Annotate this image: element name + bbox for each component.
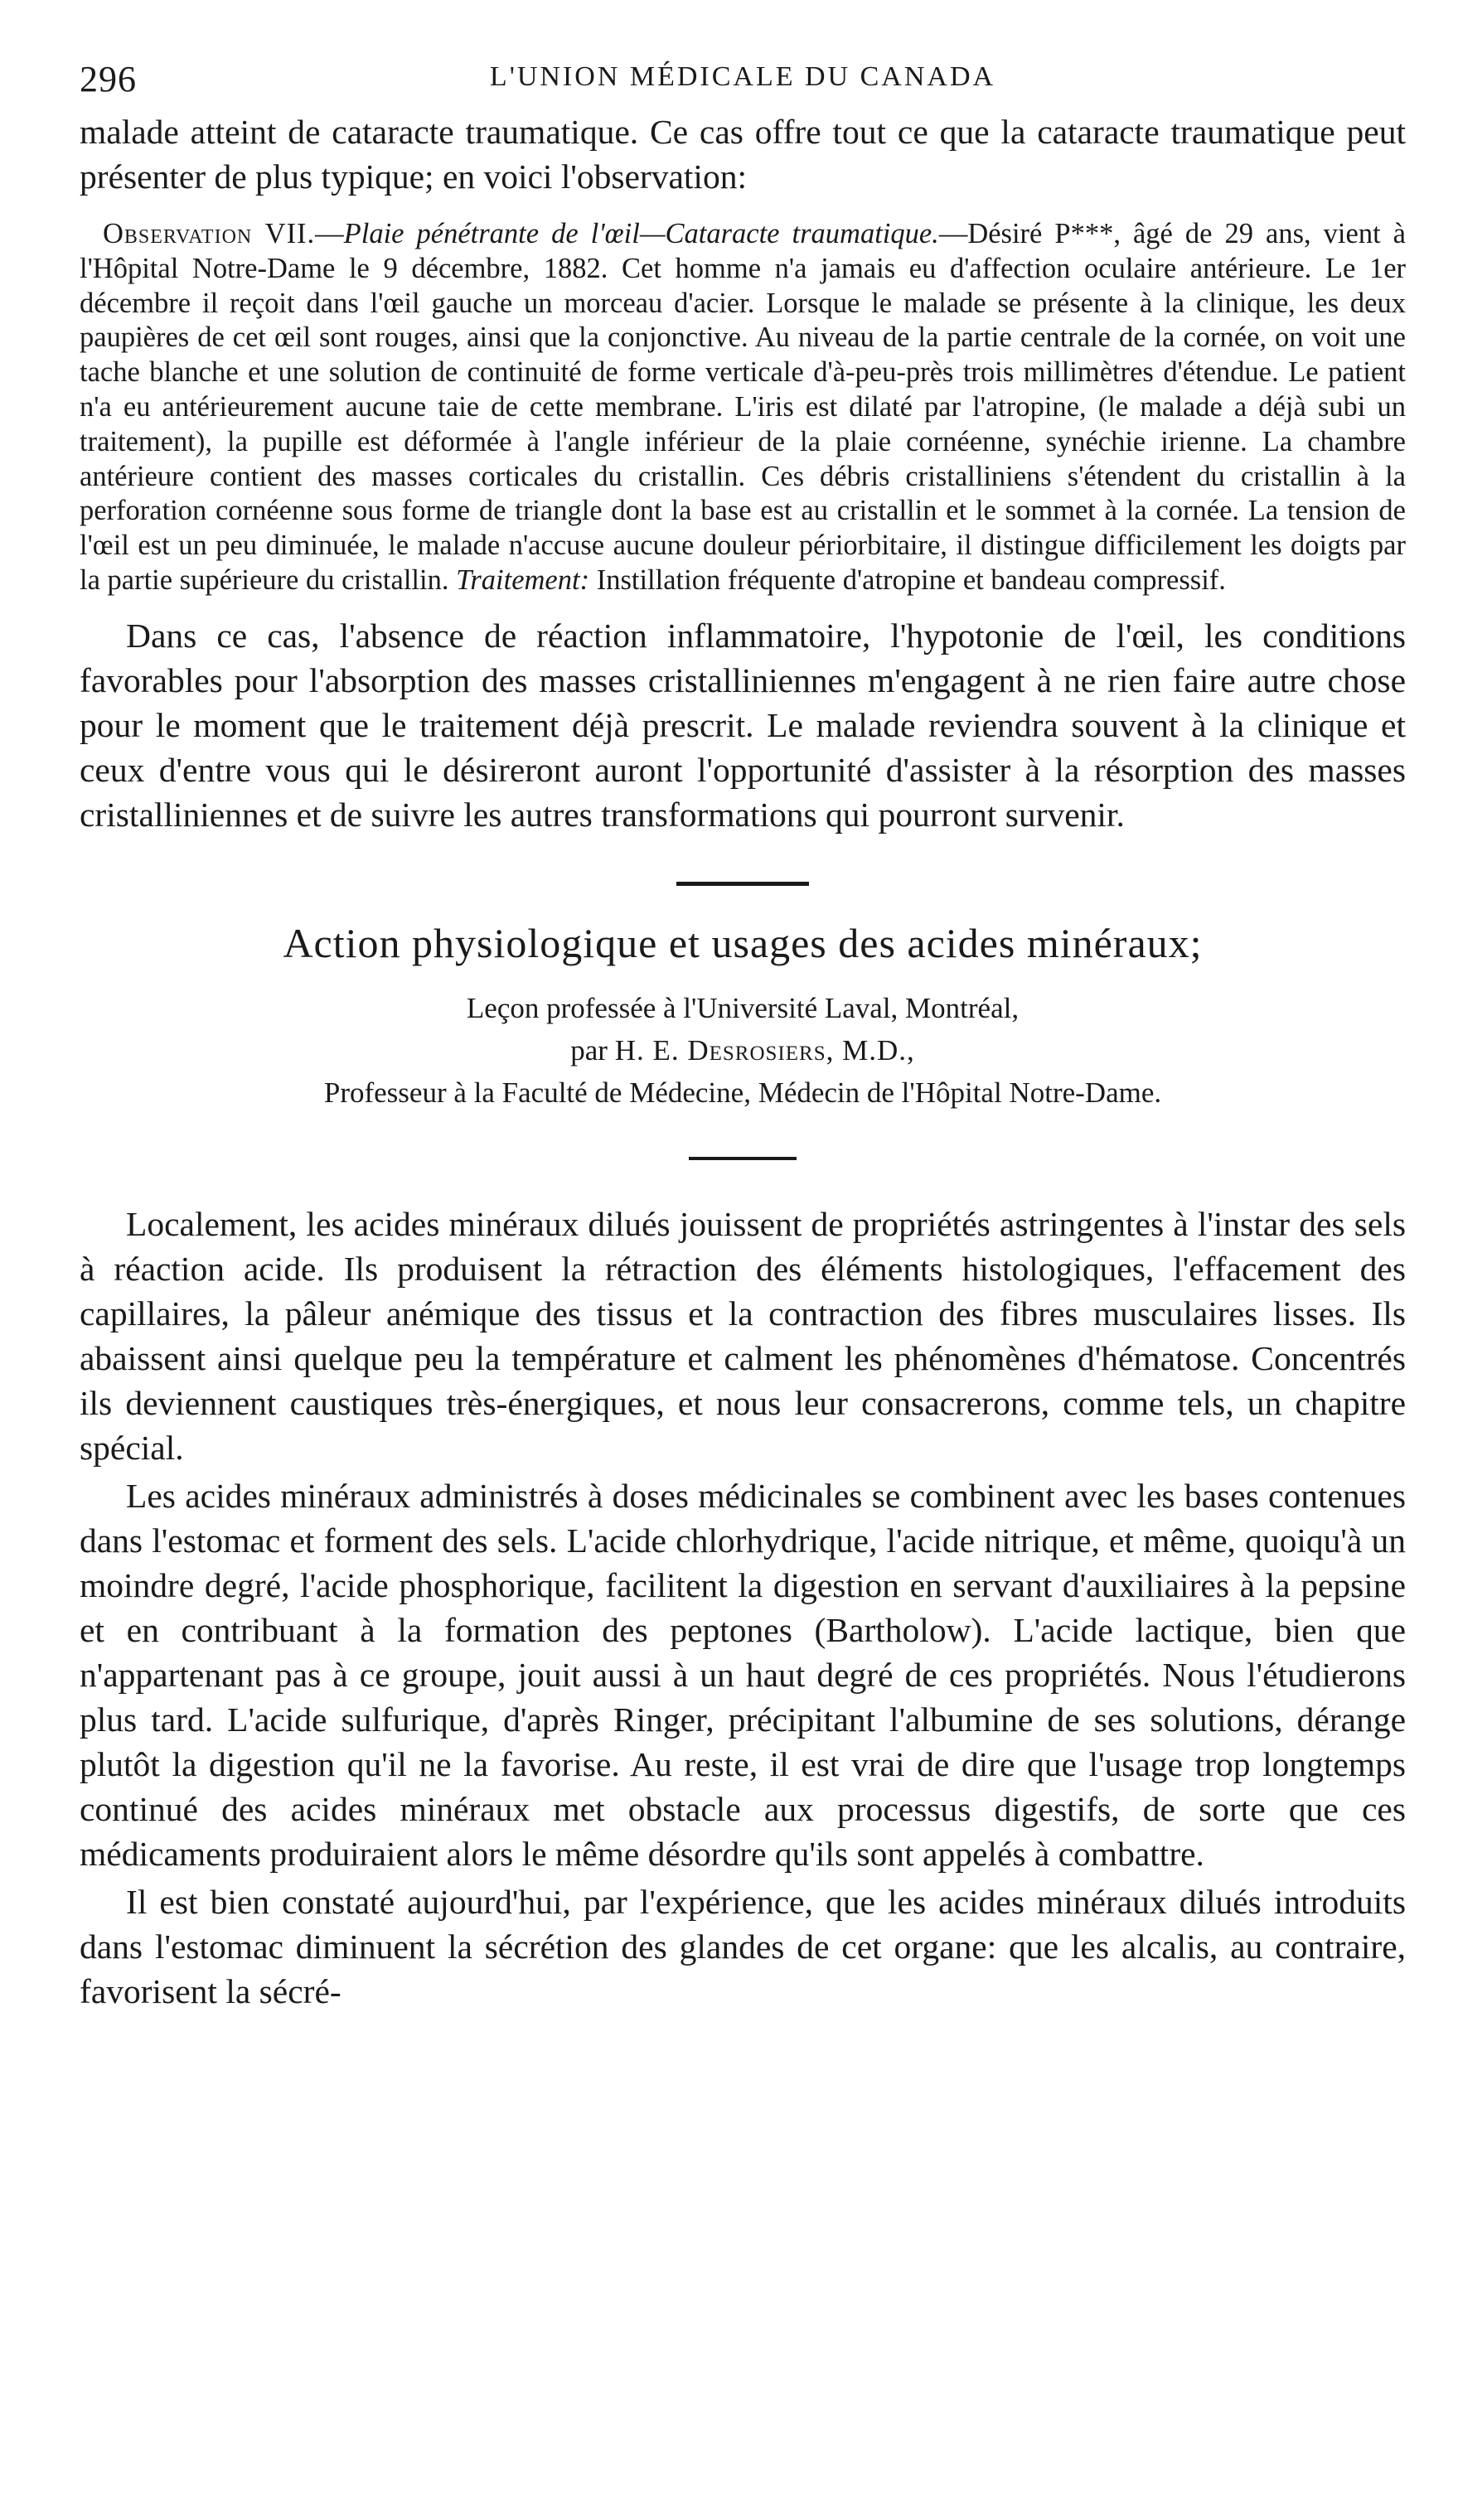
observation-dash: — — [315, 218, 344, 249]
journal-page — [80, 58, 1406, 2014]
discussion-paragraph: Dans ce cas, l'absence de réaction inflammatoire, l'hypotonie de l'œil, les conditions favorables pour l'absorption des masses cristalliniennes m'engagent à ne rien faire autre chose pour le moment que le traitement déjà prescrit. Le malade reviendra souvent à la clinique et ceux d'entre vous qui le désireront auront l'opportunité d'assister à la résorption des masses cristalliniennes et de suivre les autres transformations qui pourront survenir. — [80, 616, 1406, 834]
article-byline — [80, 1029, 1406, 1071]
observation-label: Observation VII. — [103, 218, 316, 249]
byline-prefix: par — [570, 1033, 608, 1067]
page-number: 296 — [80, 59, 137, 99]
article-paragraph: Il est bien constaté aujourd'hui, par l'expérience, que les acides minéraux dilués introduits dans l'estomac diminuent la sécrétion des glandes de cet organe: que les alcalis, au contraire, favorisent la sécré- — [80, 1882, 1406, 2010]
section-divider — [676, 882, 809, 886]
article-subtitle: Leçon professée à l'Université Laval, Montréal, — [466, 991, 1020, 1024]
treatment-label: Traitement: — [456, 563, 590, 596]
author-name: H. E. Desrosiers, M.D., — [614, 1033, 915, 1067]
treatment-text: Instillation fréquente d'atropine et bandeau compressif. — [596, 563, 1226, 596]
article-body — [80, 1202, 1406, 2014]
running-head — [80, 58, 1406, 109]
observation-title: Plaie pénétrante de l'œil—Cataracte traumatique. — [343, 218, 939, 249]
article-paragraph: Localement, les acides minéraux dilués jouissent de propriétés astringentes à l'instar des sels à réaction acide. Ils produisent la rétraction des éléments histologiques, l'effacement des capillaires, la pâleur anémique des tissus et la contraction des fibres musculaires lisses. Ils abaissent ainsi quelque peu la température et calment les phénomènes d'hématose. Concentrés ils deviennent caustiques très-énergiques, et nous leur consacrerons, comme tels, un chapitre spécial. — [80, 1204, 1406, 1467]
title-divider — [689, 1157, 797, 1160]
intro-paragraph: malade atteint de cataracte traumatique. Ce cas offre tout ce que la cataracte traumatique peut présenter de plus typique; en voici l'observation: — [80, 113, 1406, 196]
article-paragraph: Les acides minéraux administrés à doses médicinales se combinent avec les bases contenues dans l'estomac et forment des sels. L'acide chlorhydrique, l'acide nitrique, et même, quoiqu'à un moindre degré, l'acide phosphorique, facilitent la digestion en servant d'auxiliaires à la pepsine et en contribuant à la formation des peptones (Bartholow). L'acide lactique, bien que n'appartenant pas à ce groupe, jouit aussi à un haut degré de ces propriétés. Nous l'étudierons plus tard. L'acide sulfurique, d'après Ringer, précipitant l'albumine de ses solutions, dérange plutôt la digestion qu'il ne la favorise. Au reste, il est vrai de dire que l'usage trop longtemps continué des acides minéraux met obstacle aux processus digestifs, de sorte que ces médicaments produiraient alors le même désordre qu'ils sont appelés à combattre. — [80, 1476, 1406, 1873]
observation-text: Désiré P***, âgé de 29 ans, vient à l'Hôpital Notre-Dame le 9 décembre, 1882. Cet homme n'a jamais eu d'affection oculaire antérieure. Le 1er décembre il reçoit dans l'œil gauche un morceau d'acier. Lorsque le malade se présente à la clinique, les deux paupières de cet œil sont rouges, ainsi que la conjonctive. Au niveau de la partie centrale de la cornée, on voit une tache blanche et une solution de continuité de forme verticale d'à-peu-près trois millimètres d'étendue. Le patient n'a eu antérieurement aucune taie de cette membrane. L'iris est dilaté par l'atropine, (le malade a déjà subi un traitement), la pupille est déformée à l'angle inférieur de la plaie cornéenne, synéchie irienne. La chambre antérieure contient des masses corticales du cristallin. Ces débris cristalliniens s'étendent du cristallin à la perforation cornéenne sous forme de triangle dont la base est au cristallin et le sommet à la cornée. La tension de l'œil est un peu diminuée, le malade n'accuse aucune douleur périorbitaire, il distingue difficilement les doigts par la partie supérieure du cristallin. — [80, 218, 1406, 596]
journal-title: L'UNION MÉDICALE DU CANADA — [489, 61, 996, 92]
observation-block — [80, 217, 1406, 598]
observation-dash: — — [938, 218, 968, 249]
article-title: Action physiologique et usages des acides minéraux; — [283, 919, 1203, 966]
author-affiliation: Professeur à la Faculté de Médecine, Médecin de l'Hôpital Notre-Dame. — [323, 1076, 1162, 1109]
